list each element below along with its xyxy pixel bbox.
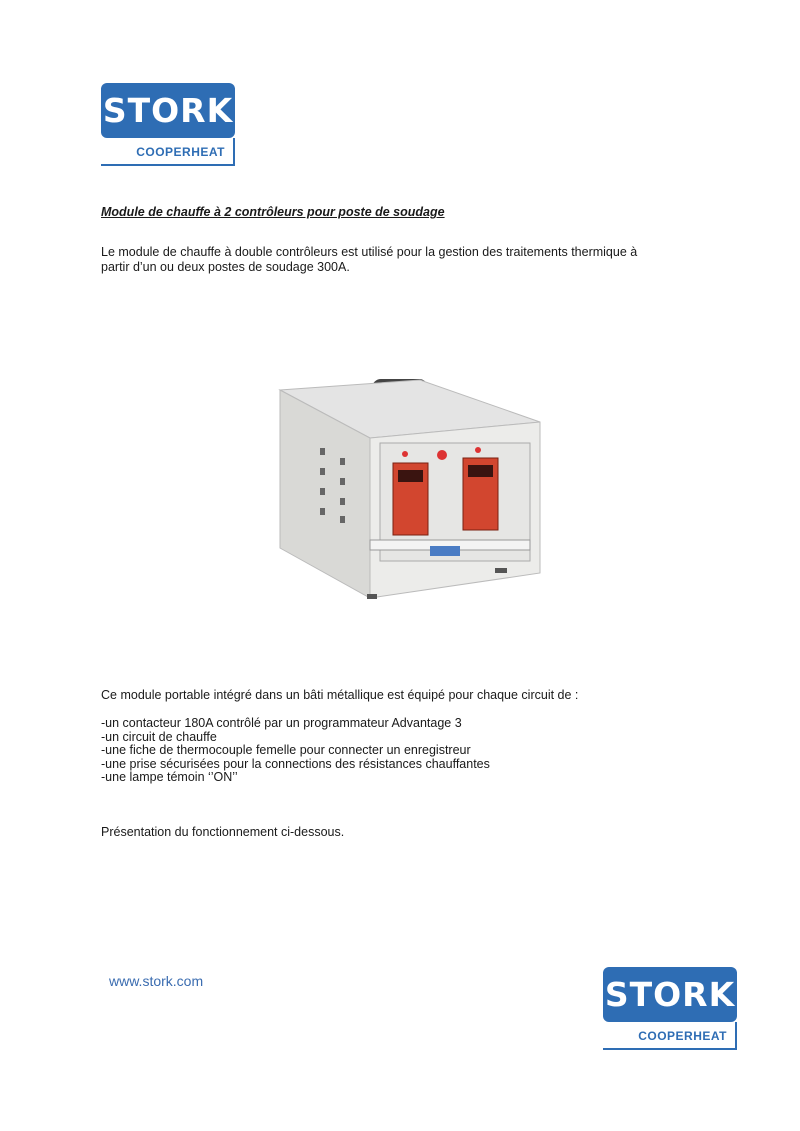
equipment-list xyxy=(101,717,490,785)
document-title: Module de chauffe à 2 contrôleurs pour poste de soudage xyxy=(101,205,445,219)
list-item: -un circuit de chauffe xyxy=(101,729,217,744)
list-item: -un contacteur 180A contrôlé par un programmateur Advantage 3 xyxy=(101,716,462,730)
logo-box xyxy=(101,83,235,138)
list-item: -une prise sécurisées pour la connections des résistances chauffantes xyxy=(101,756,490,771)
intro-line: partir d’un ou deux postes de soudage 300A. xyxy=(101,260,350,274)
heating-module-photo xyxy=(270,378,550,603)
logo-box xyxy=(603,967,737,1022)
equipment-intro: Ce module portable intégré dans un bâti métallique est équipé pour chaque circuit de : xyxy=(101,688,579,702)
stork-logo-top xyxy=(101,83,235,166)
logo-brand-text: STORK xyxy=(102,91,234,130)
logo-subbrand-text: COOPERHEAT xyxy=(136,145,225,159)
website-link[interactable]: www.stork.com xyxy=(109,973,204,989)
intro-line: Le module de chauffe à double contrôleurs est utilisé pour la gestion des traitements thermique à xyxy=(101,245,638,259)
intro-paragraph xyxy=(101,245,721,275)
logo-subbrand xyxy=(603,1022,737,1050)
presentation-text: Présentation du fonctionnement ci-dessous. xyxy=(101,825,345,839)
list-item: -une lampe témoin ‘’ON’’ xyxy=(101,770,238,784)
list-item: -une fiche de thermocouple femelle pour connecter un enregistreur xyxy=(101,743,471,757)
logo-brand-text: STORK xyxy=(604,975,736,1014)
stork-logo-bottom xyxy=(603,967,737,1050)
logo-subbrand xyxy=(101,138,235,166)
logo-subbrand-text: COOPERHEAT xyxy=(638,1029,727,1043)
